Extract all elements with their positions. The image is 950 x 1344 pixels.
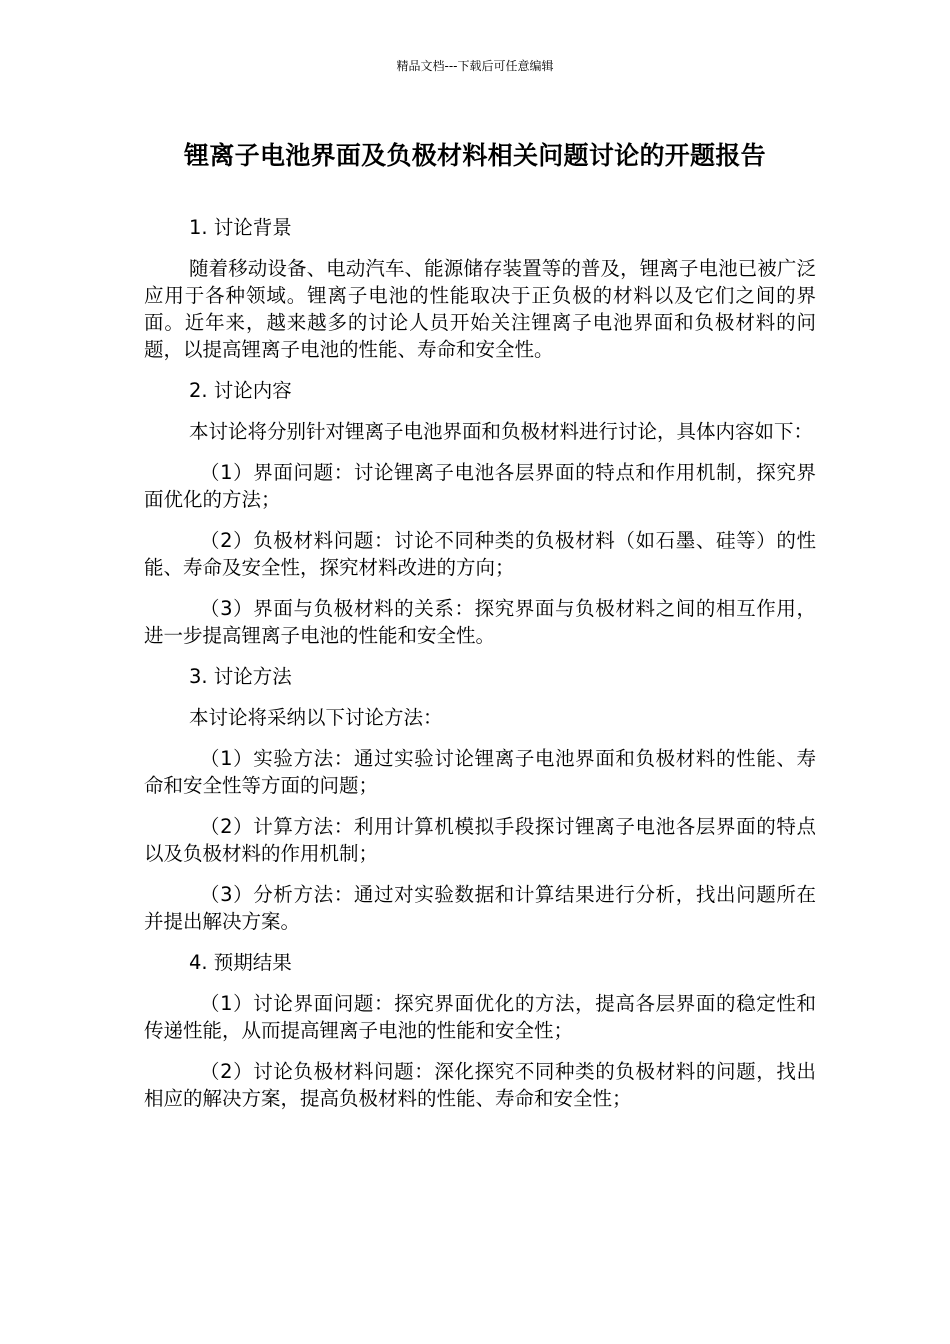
section-1-paragraph: 随着移动设备、电动汽车、能源储存装置等的普及，锂离子电池已被广泛应用于各种领域。锂离子电池的性能取决于正负极的材料以及它们之间的界面。近年来，越来越多的讨论人员开始关注锂离子电池界面和负极材料的问题，以提高锂离子电池的性能、寿命和安全性。 xyxy=(144,257,816,361)
section-2-intro: 本讨论将分别针对锂离子电池界面和负极材料进行讨论，具体内容如下： xyxy=(189,420,814,443)
section-3-heading: 3. 讨论方法 xyxy=(189,665,292,688)
page-header-note: 精品文档---下载后可任意编辑 xyxy=(396,59,554,73)
section-4-heading: 4. 预期结果 xyxy=(189,951,292,974)
section-3-item-3: （3）分析方法：通过对实验数据和计算结果进行分析，找出问题所在并提出解决方案。 xyxy=(144,883,816,933)
section-4-item-1: （1）讨论界面问题：探究界面优化的方法，提高各层界面的稳定性和传递性能，从而提高锂离子电池的性能和安全性； xyxy=(144,992,816,1042)
section-3-intro: 本讨论将采纳以下讨论方法： xyxy=(189,706,443,729)
section-2-heading: 2. 讨论内容 xyxy=(189,379,292,402)
section-4-item-2: （2）讨论负极材料问题：深化探究不同种类的负极材料的问题，找出相应的解决方案，提高负极材料的性能、寿命和安全性； xyxy=(144,1060,816,1110)
section-2-item-1: （1）界面问题：讨论锂离子电池各层界面的特点和作用机制，探究界面优化的方法； xyxy=(144,461,816,511)
document-body xyxy=(144,214,816,1126)
document-title: 锂离子电池界面及负极材料相关问题讨论的开题报告 xyxy=(184,141,766,170)
section-2-item-2: （2）负极材料问题：讨论不同种类的负极材料（如石墨、硅等）的性能、寿命及安全性，探究材料改进的方向； xyxy=(144,529,816,579)
section-1-heading: 1. 讨论背景 xyxy=(189,216,292,239)
section-3-item-1: （1）实验方法：通过实验讨论锂离子电池界面和负极材料的性能、寿命和安全性等方面的问题； xyxy=(144,747,816,797)
section-2-item-3: （3）界面与负极材料的关系：探究界面与负极材料之间的相互作用，进一步提高锂离子电池的性能和安全性。 xyxy=(144,597,816,647)
section-3-item-2: （2）计算方法：利用计算机模拟手段探讨锂离子电池各层界面的特点以及负极材料的作用机制； xyxy=(144,815,816,865)
